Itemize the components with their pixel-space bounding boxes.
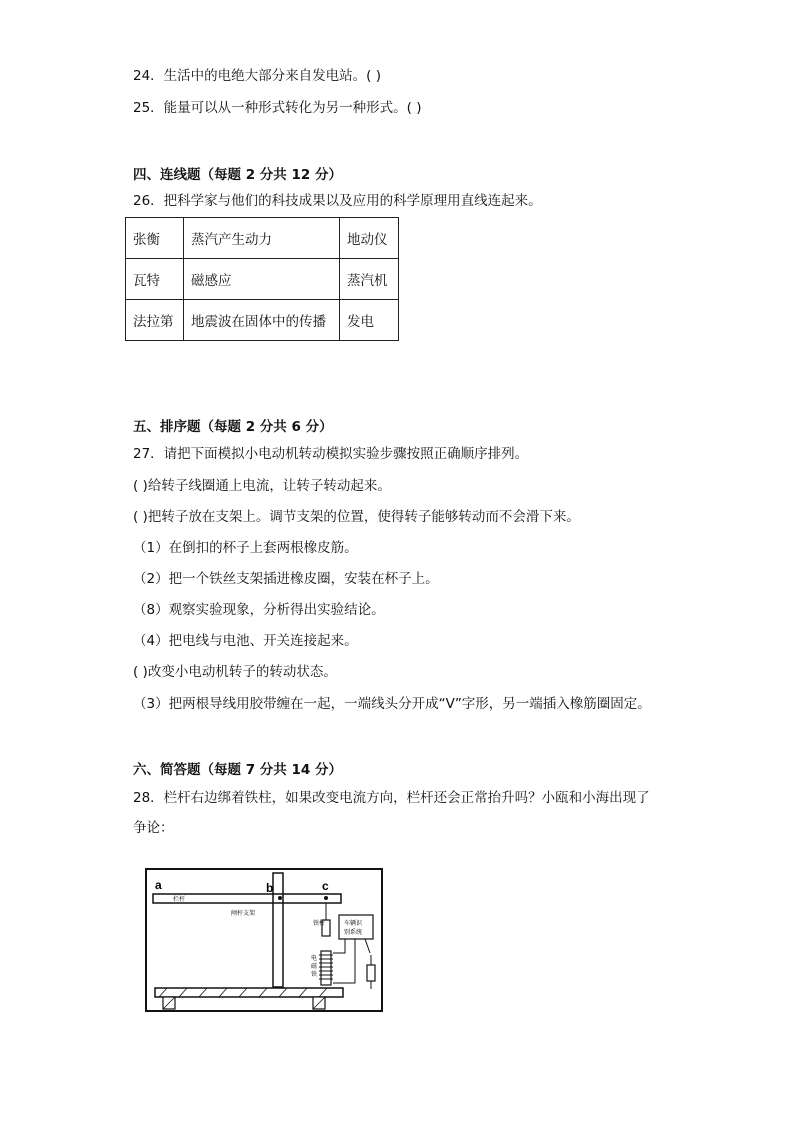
electromagnet	[321, 951, 331, 985]
switch-lever	[365, 939, 370, 953]
battery	[367, 965, 375, 981]
step-item: （1）在倒扣的杯子上套两根橡皮筋。	[133, 540, 358, 556]
label-magnet-3: 铁	[311, 971, 318, 978]
table-row	[126, 218, 399, 259]
label-c: c	[322, 879, 329, 893]
step-item: ( )把转子放在支架上。调节支架的位置，使得转子能够转动而不会滑下来。	[133, 509, 580, 525]
step-item: ( )改变小电动机转子的转动状态。	[133, 664, 337, 680]
table-cell: 张衡	[126, 218, 184, 259]
table-cell: 蒸汽产生动力	[184, 218, 340, 259]
question-24: 24．生活中的电绝大部分来自发电站。( )	[133, 68, 382, 84]
table-cell: 磁感应	[184, 259, 340, 300]
table-cell: 蒸汽机	[340, 259, 399, 300]
label-b: b	[266, 881, 274, 895]
table-cell: 地震波在固体中的传播	[184, 300, 340, 341]
label-iron: 铁柱	[313, 920, 326, 927]
step-item: （4）把电线与电池、开关连接起来。	[133, 633, 358, 649]
label-a: a	[155, 878, 162, 892]
barrier-gate-diagram	[145, 865, 385, 1015]
question-28-line-1: 28．栏杆右边绑着铁柱，如果改变电流方向，栏杆还会正常抬升吗？小瓯和小海出现了	[133, 790, 650, 806]
label-magnet-2: 磁	[311, 963, 318, 970]
attach-point	[324, 896, 328, 900]
table-cell: 地动仪	[340, 218, 399, 259]
table-cell: 法拉第	[126, 300, 184, 341]
step-item: （3）把两根导线用胶带缠在一起，一端线头分开成“V”字形，另一端插入橡筋圈固定。	[133, 696, 651, 712]
question-25: 25．能量可以从一种形式转化为另一种形式。( )	[133, 100, 422, 116]
step-item: ( )给转子线圈通上电流，让转子转动起来。	[133, 478, 391, 494]
pivot-point	[278, 896, 282, 900]
label-support: 闸杆支架	[231, 910, 256, 917]
question-27: 27．请把下面模拟小电动机转动模拟实验步骤按照正确顺序排列。	[133, 446, 529, 462]
support-post	[273, 873, 283, 987]
label-ctrl-1: 车辆识	[344, 920, 363, 927]
label-ctrl-2: 别系统	[344, 929, 363, 936]
label-magnet-1: 电	[311, 955, 318, 962]
circuit-wire	[333, 939, 355, 983]
section-4-title: 四、连线题（每题 2 分共 12 分）	[133, 167, 342, 183]
question-26: 26．把科学家与他们的科技成果以及应用的科学原理用直线连起来。	[133, 193, 542, 209]
table-row	[126, 259, 399, 300]
table-row	[126, 300, 399, 341]
table-cell: 发电	[340, 300, 399, 341]
step-item: （8）观察实验现象，分析得出实验结论。	[133, 602, 385, 618]
question-28-line-2: 争论：	[133, 820, 174, 836]
section-5-title: 五、排序题（每题 2 分共 6 分）	[133, 419, 333, 435]
section-6-title: 六、简答题（每题 7 分共 14 分）	[133, 762, 342, 778]
table-cell: 瓦特	[126, 259, 184, 300]
coil-windings	[319, 955, 333, 979]
matching-table	[125, 217, 399, 341]
circuit-wire	[333, 939, 345, 953]
label-rail: 栏杆	[173, 896, 186, 903]
step-item: （2）把一个铁丝支架插进橡皮圈，安装在杯子上。	[133, 571, 439, 587]
